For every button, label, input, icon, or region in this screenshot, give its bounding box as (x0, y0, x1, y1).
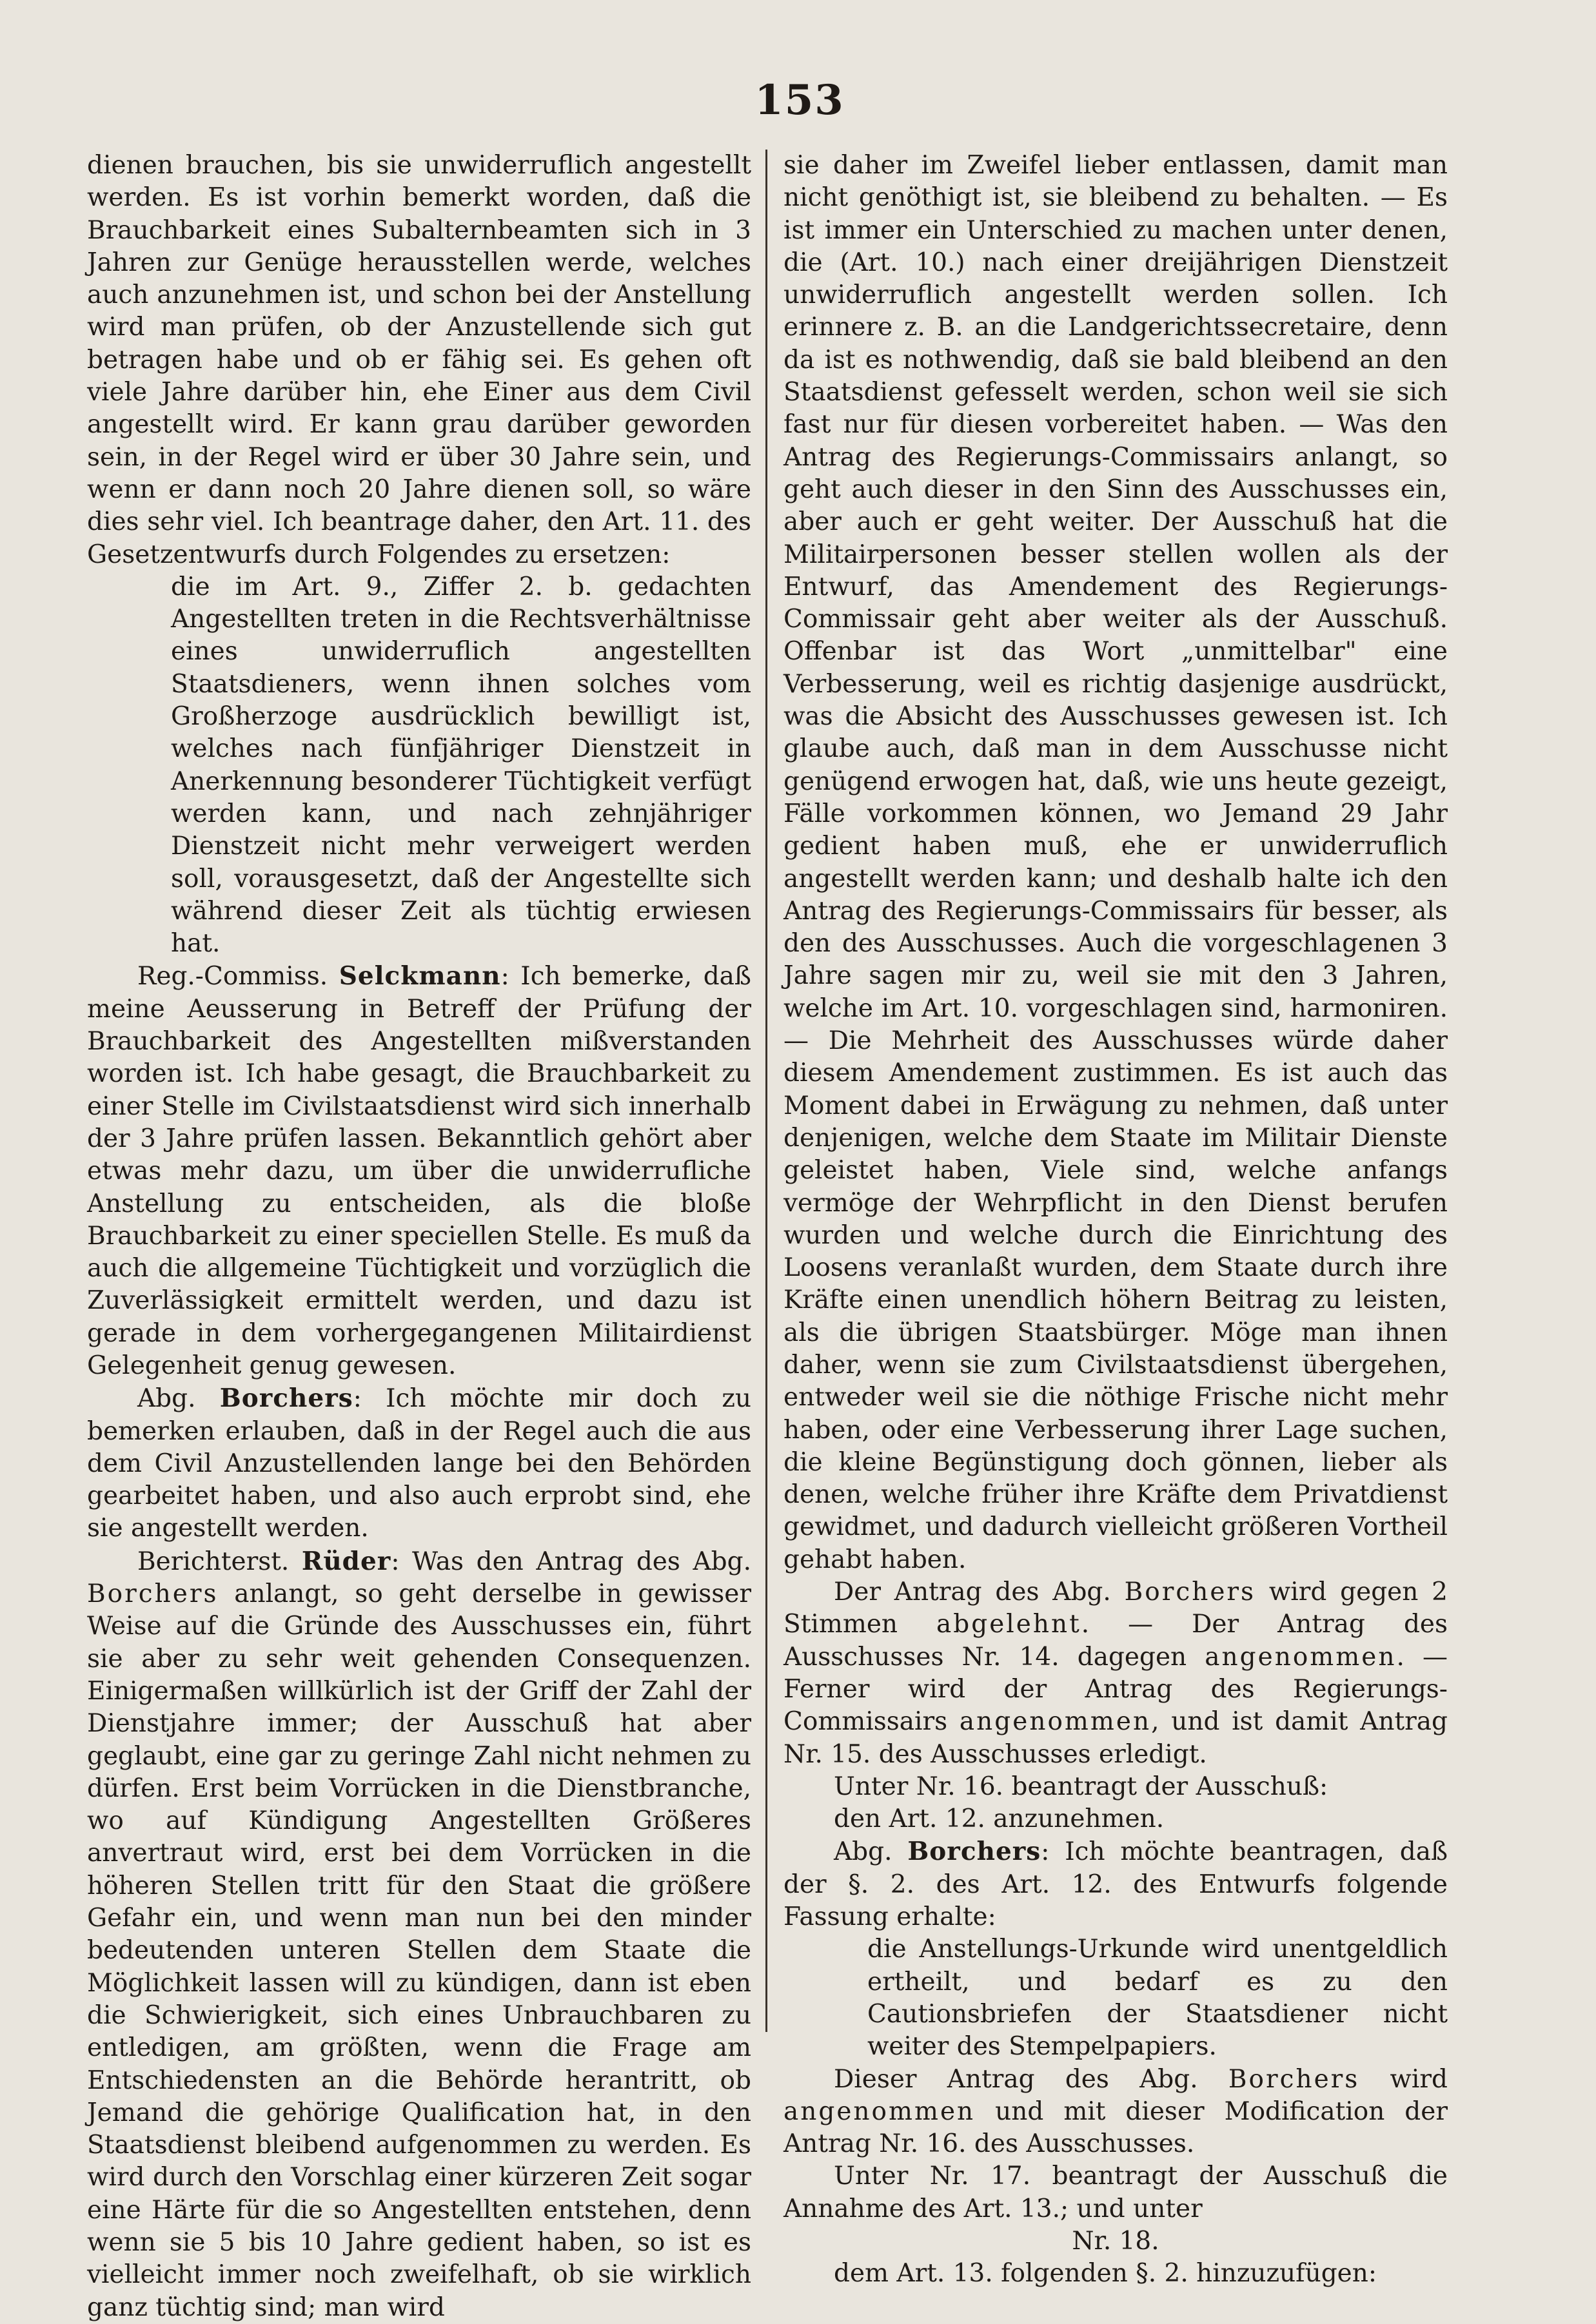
paragraph (87, 1382, 751, 1545)
text: , und ist damit Antrag Nr. 15. des Ausschusses erledigt. (783, 1707, 1448, 1769)
speaker-title: Abg. (137, 1384, 196, 1414)
speech-text: : Ich möchte mir doch zu bemerken erlauben, daß in der Regel auch die aus dem Civil Anzustellenden lange bei den Behörden gearbeitet haben, und also auch erprobt sind, ehe sie angestellt werden. (87, 1384, 751, 1543)
paragraph (87, 1545, 751, 2324)
quoted-amendment: die im Art. 9., Ziffer 2. b. gedachten Angestellten treten in die Rechtsverhältnisse eines unwiderruflich angestellten Staatsdieners, wenn ihnen solches vom Großherzoge ausdrücklich bewilligt ist, welches nach fünfjähriger Dienstzeit in Anerkennung besonderer Tüchtigkeit verfügt werden kann, und nach zehnjähriger Dienstzeit nicht mehr verweigert werden soll, vorausgesetzt, daß der Angestellte sich während dieser Zeit als tüchtig erwiesen hat. (171, 572, 751, 959)
paragraph: sie daher im Zweifel lieber entlassen, damit man nicht genöthigt ist, sie bleibend zu behalten. — Es ist immer ein Unterschied zu machen unter denen, die (Art. 10.) nach einer dreijährigen Dienstzeit unwiderruflich angestellt werden sollen. Ich erinnere z. B. an die Landgerichtssecretaire, denn da ist es nothwendig, daß sie bald bleibend an den Staatsdienst gefesselt werden, schon weil sie sich fast nur für diesen vorbereitet haben. — Was den Antrag des Regierungs-Commissairs anlangt, so geht auch dieser in den Sinn des Ausschusses ein, aber auch er geht weiter. Der Ausschuß hat die Militairpersonen besser stellen wollen als der Entwurf, das Amendement des Regierungs-Commissair geht aber weiter als der Ausschuß. Offenbar ist das Wort „unmittelbar" eine Verbesserung, weil es richtig dasjenige ausdrückt, was die Absicht des Ausschusses gewesen ist. Ich glaube auch, daß man in dem Ausschusse nicht genügend erwogen hat, daß, wie uns heute gezeigt, Fälle vorkommen können, wo Jemand 29 Jahr gedient haben muß, ehe er unwiderruflich angestellt werden kann; und deshalb halte ich den Antrag des Regierungs-Commissairs für besser, als den des Ausschusses. Auch die vorgeschlagenen 3 Jahre sagen mir zu, weil sie mit den 3 Jahren, welche im Art. 10. vorgeschlagen sind, harmoniren. — Die Mehrheit des Ausschusses würde daher diesem Amendement zustimmen. Es ist auch das Moment dabei in Erwägung zu nehmen, daß unter denjenigen, welche dem Staate im Militair Dienste geleistet haben, Viele sind, welche anfangs vermöge der Wehrpflicht in den Dienst berufen wurden und welche durch die Einrichtung des Loosens veranlaßt wurden, dem Staate durch ihre Kräfte einen unendlich höhern Beitrag zu leisten, als die übrigen Staatsbürger. Möge man ihnen daher, wenn sie zum Civilstaatsdienst übergehen, entweder weil sie die nöthige Frische nicht mehr haben, oder eine Verbesserung ihrer Lage suchen, die kleine Begünstigung doch gönnen, lieber als denen, welche früher ihre Kräfte dem Privatdienst gewidmet, und dadurch vielleicht größeren Vortheil gehabt haben. (783, 151, 1448, 1574)
text: wird (1359, 2064, 1448, 2094)
speech-text: : Ich möchte beantragen, daß der §. 2. des Art. 12. des Entwurfs folgende Fassung erhalte: (783, 1837, 1448, 1932)
indented-line: Unter Nr. 16. beantragt der Ausschuß: (834, 1772, 1328, 1801)
right-column (783, 150, 1448, 2290)
speaker-name: Borchers (219, 1383, 353, 1414)
page-number: 153 (754, 76, 845, 124)
quoted-amendment: die Anstellungs-Urkunde wird unentgeldlich ertheilt, und bedarf es zu den Cautionsbriefen der Staatsdiener nicht weiter des Stempelpapiers. (867, 1935, 1448, 2062)
paragraph (783, 2064, 1448, 2161)
text: und mit dieser Modification der Antrag Nr. 16. des Ausschusses. (783, 2096, 1448, 2159)
spaced-name: Borchers (1124, 1577, 1256, 1607)
paragraph (87, 960, 751, 1382)
spaced-word: angenommen (783, 2096, 976, 2126)
text: wird gegen 2 Stimmen (783, 1577, 1448, 1639)
text: . — Ferner wird der Antrag des Regierungs-Commissairs (783, 1642, 1448, 1737)
speaker-title: Reg.-Commiss. (137, 962, 328, 991)
indented-line: dem Art. 13. folgenden §. 2. hinzuzufügen: (834, 2259, 1377, 2289)
speaker-title: Berichterst. (137, 1547, 290, 1576)
speaker-name: Borchers (907, 1837, 1041, 1867)
paragraph: dienen brauchen, bis sie unwiderruflich angestellt werden. Es ist vorhin bemerkt worden, daß die Brauchbarkeit eines Subalternbeamten sich in 3 Jahren zur Genüge herausstellen werde, welches auch anzunehmen ist, und schon bei der Anstellung wird man prüfen, ob der Anzustellende sich gut betragen habe und ob er fähig sei. Es gehen oft viele Jahre darüber hin, ehe Einer aus dem Civil angestellt wird. Er kann grau darüber geworden sein, in der Regel wird er über 30 Jahre sein, und wenn er dann noch 20 Jahre dienen soll, so wäre dies sehr viel. Ich beantrage daher, den Art. 11. des Gesetzentwurfs durch Folgendes zu ersetzen: (87, 151, 751, 569)
spaced-name: Borchers (1228, 2064, 1360, 2094)
speaker-name: Selckmann (339, 961, 501, 991)
speech-text: anlangt, so geht derselbe in gewisser Weise auf die Gründe des Ausschusses ein, führt sie aber zu sehr weit gehenden Consequenzen. Einigermaßen willkürlich ist der Griff der Zahl der Dienstjahre immer; der Ausschuß hat aber geglaubt, eine gar zu geringe Zahl nicht nehmen zu dürfen. Erst beim Vorrücken in die Dienstbranche, wo auf Kündigung Angestellten Größeres anvertraut wird, erst bei dem Vorrücken in die höheren Stellen tritt für den Staat die größere Gefahr ein, und wenn man nun bei den minder bedeutenden unteren Stellen dem Staate die Möglichkeit lassen will zu kündigen, dann ist eben die Schwierigkeit, sich eines Unbrauchbaren zu entledigen, am größten, wenn die Frage am Entschiedensten an die Behörde herantritt, ob Jemand die gehörige Qualification hat, in den Staatsdienst bleibend aufgenommen zu werden. Es wird durch den Vorschlag einer kürzeren Zeit sogar eine Härte für die so Angestellten entstehen, denn wenn sie 5 bis 10 Jahre gedient haben, so ist es vielleicht immer noch zweifelhaft, ob sie wirklich ganz tüchtig sind; man wird (87, 1579, 751, 2322)
spaced-name: Borchers (87, 1579, 219, 1609)
column-divider (765, 150, 767, 2032)
speech-text: : Ich bemerke, daß meine Aeusserung in Betreff der Prüfung der Brauchbarkeit des Angestellten mißverstanden worden ist. Ich habe gesagt, die Brauchbarkeit zu einer Stelle im Civilstaatsdienst wird sich innerhalb der 3 Jahre prüfen lassen. Bekanntlich gehört aber etwas mehr dazu, um über die unwiderrufliche Anstellung zu entscheiden, als die bloße Brauchbarkeit zu einer speciellen Stelle. Es muß da auch die allgemeine Tüchtigkeit und vorzüglich die Zuverlässigkeit ermittelt werden, und dazu ist gerade in dem vorhergegangenen Militairdienst Gelegenheit genug gewesen. (87, 962, 751, 1380)
paragraph (783, 1576, 1448, 1771)
spaced-word: angenommen (959, 1707, 1152, 1737)
paragraph: Unter Nr. 17. beantragt der Ausschuß die Annahme des Art. 13.; und unter (783, 2162, 1448, 2223)
centered-line: Nr. 18. (1072, 2227, 1159, 2256)
left-column (87, 150, 751, 2324)
spaced-word: abgelehnt (936, 1610, 1081, 1639)
text: . — Der Antrag des Ausschusses Nr. 14. dagegen (783, 1610, 1448, 1672)
text: Der Antrag des Abg. (834, 1577, 1125, 1607)
speaker-title: Abg. (834, 1837, 892, 1867)
speech-text: : Was den Antrag des Abg. (391, 1547, 751, 1576)
paragraph (783, 1835, 1448, 1933)
speaker-name: Rüder (301, 1546, 391, 1576)
spaced-word: angenommen (1205, 1642, 1397, 1672)
text: Dieser Antrag des Abg. (834, 2064, 1228, 2094)
indented-line: den Art. 12. anzunehmen. (834, 1804, 1165, 1834)
